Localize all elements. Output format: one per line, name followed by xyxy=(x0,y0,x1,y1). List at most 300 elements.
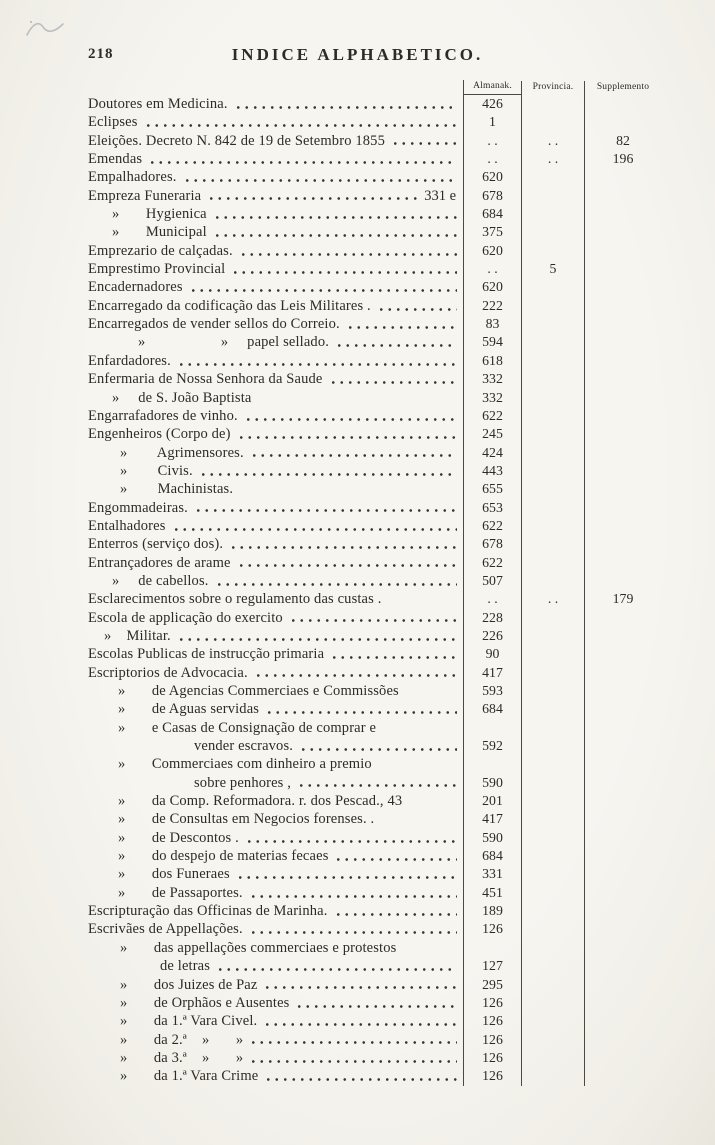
entry-cell xyxy=(88,535,463,553)
cell-almanak: 678 xyxy=(463,535,521,553)
cell-almanak: 593 xyxy=(463,682,521,700)
cell-supplemento xyxy=(584,755,661,773)
index-row xyxy=(88,352,661,370)
dot-leader xyxy=(391,132,457,150)
cell-provincia xyxy=(521,957,584,975)
cell-almanak: 684 xyxy=(463,700,521,718)
dot-leader xyxy=(177,627,457,645)
cell-provincia xyxy=(521,939,584,957)
entry-label: sobre penhores , xyxy=(194,774,292,791)
index-row xyxy=(88,847,661,865)
dot-leader xyxy=(249,884,457,902)
index-row xyxy=(88,920,661,938)
dot-leader xyxy=(183,168,457,186)
index-row xyxy=(88,572,661,590)
entry-cell xyxy=(88,902,463,920)
cell-supplemento xyxy=(584,517,661,535)
cell-provincia xyxy=(521,700,584,718)
cell-provincia xyxy=(521,407,584,425)
entry-cell xyxy=(88,297,463,315)
cell-almanak: 417 xyxy=(463,664,521,682)
entry-cell xyxy=(88,278,463,296)
cell-supplemento xyxy=(584,810,661,828)
cell-supplemento xyxy=(584,187,661,205)
cell-almanak: 90 xyxy=(463,645,521,663)
cell-supplemento xyxy=(584,700,661,718)
entry-label: vender escravos. xyxy=(194,738,294,755)
cell-almanak: 684 xyxy=(463,205,521,223)
dot-leader xyxy=(263,976,457,994)
index-row xyxy=(88,278,661,296)
entry-cell xyxy=(88,168,463,186)
cell-provincia xyxy=(521,297,584,315)
entry-label: » do despejo de materias fecaes xyxy=(118,848,329,865)
entry-cell xyxy=(88,865,463,883)
cell-provincia xyxy=(521,1067,584,1085)
cell-provincia xyxy=(521,1031,584,1049)
index-row xyxy=(88,590,661,608)
cell-almanak: 620 xyxy=(463,168,521,186)
cell-almanak: 426 xyxy=(463,95,521,113)
index-row xyxy=(88,480,661,498)
cell-provincia xyxy=(521,682,584,700)
cell-provincia xyxy=(521,609,584,627)
dot-leader xyxy=(244,407,457,425)
dot-leader xyxy=(237,425,457,443)
entry-cell xyxy=(88,609,463,627)
cell-provincia xyxy=(521,370,584,388)
entry-label: Encadernadores xyxy=(88,279,183,296)
dot-leader xyxy=(213,223,457,241)
cell-supplemento xyxy=(584,278,661,296)
entry-cell xyxy=(88,1031,463,1049)
index-row xyxy=(88,1067,661,1085)
entry-label: » de Agencias Commerciaes e Commissões xyxy=(118,683,399,699)
entry-cell xyxy=(88,242,463,260)
cell-almanak: 201 xyxy=(463,792,521,810)
cell-almanak: 126 xyxy=(463,1031,521,1049)
cell-provincia xyxy=(521,242,584,260)
entry-cell xyxy=(88,774,463,792)
cell-provincia xyxy=(521,187,584,205)
index-row xyxy=(88,554,661,572)
index-row xyxy=(88,223,661,241)
cell-supplemento xyxy=(584,168,661,186)
entry-label: Escola de applicação do exercito xyxy=(88,609,283,626)
entry-cell xyxy=(88,223,463,241)
entry-label: Engarrafadores de vinho. xyxy=(88,407,238,424)
dot-leader xyxy=(239,242,457,260)
cell-supplemento xyxy=(584,297,661,315)
cell-supplemento xyxy=(584,260,661,278)
entry-label: » de Orphãos e Ausentes xyxy=(120,994,290,1011)
cell-almanak: 620 xyxy=(463,278,521,296)
cell-supplemento xyxy=(584,645,661,663)
cell-almanak: 332 xyxy=(463,370,521,388)
entry-cell xyxy=(88,333,463,351)
cell-supplemento xyxy=(584,792,661,810)
entry-label: Empalhadores. xyxy=(88,169,177,186)
entry-label: » de cabellos. xyxy=(112,572,209,589)
entry-cell xyxy=(88,664,463,682)
cell-almanak: 1 xyxy=(463,113,521,131)
cell-almanak: 126 xyxy=(463,1067,521,1085)
cell-provincia xyxy=(521,829,584,847)
entry-cell xyxy=(88,994,463,1012)
cell-supplemento: 82 xyxy=(584,132,661,150)
cell-provincia xyxy=(521,113,584,131)
index-row xyxy=(88,755,661,773)
entry-label: » da 3.ª » » xyxy=(120,1049,244,1066)
entry-cell xyxy=(88,829,463,847)
dot-leader xyxy=(144,113,457,131)
dot-leader xyxy=(249,920,457,938)
cell-supplemento xyxy=(584,205,661,223)
cell-supplemento xyxy=(584,847,661,865)
entry-label: Engommadeiras. xyxy=(88,499,188,516)
index-row xyxy=(88,333,661,351)
cell-supplemento xyxy=(584,865,661,883)
entry-cell xyxy=(88,499,463,517)
entry-cell xyxy=(88,480,463,498)
cell-provincia xyxy=(521,920,584,938)
cell-almanak: 331 xyxy=(463,865,521,883)
index-row xyxy=(88,976,661,994)
entry-label: Escripturação das Officinas de Marinha. xyxy=(88,903,328,920)
entry-cell xyxy=(88,976,463,994)
cell-supplemento xyxy=(584,920,661,938)
cell-supplemento xyxy=(584,223,661,241)
index-row xyxy=(88,517,661,535)
entry-cell xyxy=(88,554,463,572)
cell-provincia xyxy=(521,902,584,920)
cell-provincia xyxy=(521,168,584,186)
cell-almanak: 127 xyxy=(463,957,521,975)
cell-supplemento xyxy=(584,352,661,370)
entry-label: » Militar. xyxy=(104,627,171,644)
dot-leader xyxy=(265,700,457,718)
entry-label: » de Consultas em Negocios forenses. . xyxy=(118,811,375,828)
index-row xyxy=(88,865,661,883)
index-row xyxy=(88,370,661,388)
index-row xyxy=(88,700,661,718)
index-row xyxy=(88,939,661,957)
cell-provincia xyxy=(521,572,584,590)
index-row xyxy=(88,609,661,627)
dot-leader xyxy=(346,315,457,333)
index-row xyxy=(88,389,661,407)
index-row xyxy=(88,1049,661,1067)
column-headers xyxy=(88,78,661,95)
cell-almanak: 189 xyxy=(463,902,521,920)
cell-supplemento xyxy=(584,554,661,572)
entry-label: Escriptorios de Advocacia. xyxy=(88,664,248,681)
entry-cell xyxy=(88,957,463,975)
entry-cell xyxy=(88,205,463,223)
cell-provincia xyxy=(521,333,584,351)
cell-supplemento xyxy=(584,315,661,333)
cell-almanak: 126 xyxy=(463,920,521,938)
index-row xyxy=(88,260,661,278)
dot-leader xyxy=(172,517,458,535)
dot-leader xyxy=(264,1067,457,1085)
cell-almanak xyxy=(463,755,521,773)
page-number: 218 xyxy=(88,46,114,62)
cell-almanak: 594 xyxy=(463,333,521,351)
handwritten-mark xyxy=(24,16,66,42)
dot-leader xyxy=(199,462,457,480)
cell-supplemento xyxy=(584,664,661,682)
cell-almanak: 424 xyxy=(463,444,521,462)
entry-label: » da 2.ª » » xyxy=(120,1031,244,1048)
entry-cell xyxy=(88,1067,463,1085)
cell-almanak: 451 xyxy=(463,884,521,902)
index-row xyxy=(88,425,661,443)
cell-supplemento xyxy=(584,407,661,425)
entry-label: Doutores em Medicina. xyxy=(88,96,228,112)
dot-leader xyxy=(335,333,457,351)
cell-almanak: 375 xyxy=(463,223,521,241)
cell-provincia xyxy=(521,1012,584,1030)
entry-label: » Municipal xyxy=(112,224,207,241)
cell-supplemento xyxy=(584,499,661,517)
dot-leader xyxy=(216,957,457,975)
dot-leader xyxy=(231,260,457,278)
entry-label: Entrançadores de arame xyxy=(88,554,231,571)
entry-label: Escolas Publicas de instrucção primaria xyxy=(88,646,325,663)
index-row xyxy=(88,774,661,792)
entry-label: Enterros (serviço dos). xyxy=(88,536,224,553)
cell-supplemento xyxy=(584,1067,661,1085)
cell-almanak: 592 xyxy=(463,737,521,755)
cell-provincia xyxy=(521,315,584,333)
cell-supplemento xyxy=(584,1049,661,1067)
cell-supplemento xyxy=(584,480,661,498)
cell-provincia: 5 xyxy=(521,260,584,278)
cell-supplemento xyxy=(584,957,661,975)
cell-almanak: 590 xyxy=(463,829,521,847)
cell-almanak: 126 xyxy=(463,1049,521,1067)
index-row xyxy=(88,205,661,223)
index-table xyxy=(88,78,661,1086)
cell-supplemento xyxy=(584,1012,661,1030)
entry-cell xyxy=(88,187,463,205)
dot-leader xyxy=(237,554,457,572)
entry-cell xyxy=(88,737,463,755)
entry-cell xyxy=(88,517,463,535)
cell-almanak xyxy=(463,939,521,957)
cell-provincia xyxy=(521,810,584,828)
cell-supplemento xyxy=(584,444,661,462)
cell-provincia xyxy=(521,499,584,517)
index-row xyxy=(88,535,661,553)
cell-supplemento xyxy=(584,462,661,480)
cell-provincia xyxy=(521,755,584,773)
entry-label: Enfardadores. xyxy=(88,352,171,369)
cell-provincia xyxy=(521,774,584,792)
entry-cell xyxy=(88,810,463,828)
index-row xyxy=(88,1012,661,1030)
entry-cell xyxy=(88,315,463,333)
cell-supplemento xyxy=(584,113,661,131)
entry-label: Engenheiros (Corpo de) xyxy=(88,426,231,443)
cell-almanak: 618 xyxy=(463,352,521,370)
cell-provincia xyxy=(521,976,584,994)
entry-cell xyxy=(88,792,463,810)
cell-supplemento xyxy=(584,682,661,700)
entry-cell xyxy=(88,719,463,737)
cell-supplemento xyxy=(584,719,661,737)
entry-cell xyxy=(88,444,463,462)
cell-provincia xyxy=(521,205,584,223)
dot-leader xyxy=(329,370,458,388)
index-row xyxy=(88,297,661,315)
entry-label: » da 1.ª Vara Civel. xyxy=(120,1013,258,1030)
index-row xyxy=(88,682,661,700)
col-header-almanak: Almanak. xyxy=(463,80,521,95)
dot-leader xyxy=(245,829,457,847)
entry-label: Encarregados de vender sellos do Correio. xyxy=(88,316,340,333)
cell-provincia xyxy=(521,554,584,572)
dot-leader xyxy=(213,205,457,223)
cell-supplemento xyxy=(584,425,661,443)
index-row xyxy=(88,627,661,645)
dot-leader xyxy=(215,572,457,590)
cell-supplemento xyxy=(584,902,661,920)
cell-provincia xyxy=(521,994,584,1012)
cell-supplemento xyxy=(584,535,661,553)
entry-label: Entalhadores xyxy=(88,517,166,534)
cell-provincia: . . xyxy=(521,590,584,608)
cell-almanak: 590 xyxy=(463,774,521,792)
entry-cell xyxy=(88,1012,463,1030)
entry-label: » Hygienica xyxy=(112,206,207,223)
cell-supplemento xyxy=(584,627,661,645)
entry-cell xyxy=(88,700,463,718)
cell-provincia xyxy=(521,627,584,645)
entry-label: » das appellações commerciaes e protestos xyxy=(120,939,397,956)
entry-after: 331 e xyxy=(424,187,456,204)
index-row xyxy=(88,957,661,975)
dot-leader xyxy=(189,278,457,296)
entry-cell xyxy=(88,260,463,278)
entry-label: Eleições. Decreto N. 842 de 19 de Setembro 1855 xyxy=(88,132,385,149)
cell-provincia: . . xyxy=(521,150,584,168)
entry-cell xyxy=(88,95,463,113)
entry-cell xyxy=(88,572,463,590)
index-row xyxy=(88,113,661,131)
cell-almanak: 443 xyxy=(463,462,521,480)
cell-provincia xyxy=(521,884,584,902)
cell-supplemento xyxy=(584,737,661,755)
entry-label: » de Descontos . xyxy=(118,829,239,846)
index-row xyxy=(88,664,661,682)
entry-cell xyxy=(88,462,463,480)
cell-provincia xyxy=(521,517,584,535)
dot-leader xyxy=(148,150,457,168)
dot-leader xyxy=(234,95,457,113)
cell-supplemento xyxy=(584,774,661,792)
cell-almanak: . . xyxy=(463,150,521,168)
entry-label: Eclipses xyxy=(88,114,138,131)
index-row xyxy=(88,994,661,1012)
entry-cell xyxy=(88,352,463,370)
entry-cell xyxy=(88,920,463,938)
cell-almanak: 678 xyxy=(463,187,521,205)
cell-almanak: 126 xyxy=(463,1012,521,1030)
cell-almanak: . . xyxy=(463,590,521,608)
cell-almanak: 620 xyxy=(463,242,521,260)
entry-cell xyxy=(88,645,463,663)
entry-label: Emprezario de calçadas. xyxy=(88,242,233,259)
entry-label: » de S. João Baptista xyxy=(112,389,252,406)
cell-provincia xyxy=(521,278,584,296)
entry-cell xyxy=(88,370,463,388)
entry-label: de letras xyxy=(160,958,211,975)
cell-provincia xyxy=(521,664,584,682)
entry-cell xyxy=(88,682,463,700)
cell-supplemento xyxy=(584,609,661,627)
cell-provincia xyxy=(521,792,584,810)
col-header-provincia: Provincia. xyxy=(521,81,584,95)
cell-almanak: 228 xyxy=(463,609,521,627)
cell-almanak: 332 xyxy=(463,389,521,407)
cell-provincia xyxy=(521,389,584,407)
cell-provincia xyxy=(521,444,584,462)
index-row xyxy=(88,315,661,333)
page-title: INDICE ALPHABETICO. xyxy=(231,45,484,64)
index-row xyxy=(88,499,661,517)
cell-provincia xyxy=(521,352,584,370)
index-row xyxy=(88,444,661,462)
entry-cell xyxy=(88,389,463,407)
entry-cell xyxy=(88,132,463,150)
cell-provincia xyxy=(521,865,584,883)
cell-supplemento xyxy=(584,333,661,351)
entry-cell xyxy=(88,150,463,168)
cell-almanak: 655 xyxy=(463,480,521,498)
dot-leader xyxy=(177,352,457,370)
cell-supplemento xyxy=(584,370,661,388)
cell-almanak xyxy=(463,719,521,737)
cell-almanak: 126 xyxy=(463,994,521,1012)
cell-almanak: . . xyxy=(463,260,521,278)
entry-cell xyxy=(88,939,463,957)
dot-leader xyxy=(249,1031,457,1049)
cell-supplemento xyxy=(584,829,661,847)
entry-label: Emendas xyxy=(88,151,143,168)
cell-provincia xyxy=(521,719,584,737)
cell-provincia xyxy=(521,645,584,663)
cell-supplemento xyxy=(584,242,661,260)
dot-leader xyxy=(330,645,457,663)
index-row xyxy=(88,1031,661,1049)
entry-cell xyxy=(88,1049,463,1067)
cell-supplemento xyxy=(584,95,661,113)
entry-cell xyxy=(88,884,463,902)
index-row xyxy=(88,719,661,737)
cell-almanak: 83 xyxy=(463,315,521,333)
cell-provincia xyxy=(521,223,584,241)
entry-label: Emprestimo Provincial xyxy=(88,261,226,278)
cell-provincia xyxy=(521,480,584,498)
dot-leader xyxy=(299,737,457,755)
index-row xyxy=(88,242,661,260)
entry-label: » Civis. xyxy=(120,462,193,479)
index-row xyxy=(88,829,661,847)
cell-almanak: 622 xyxy=(463,407,521,425)
cell-supplemento xyxy=(584,976,661,994)
